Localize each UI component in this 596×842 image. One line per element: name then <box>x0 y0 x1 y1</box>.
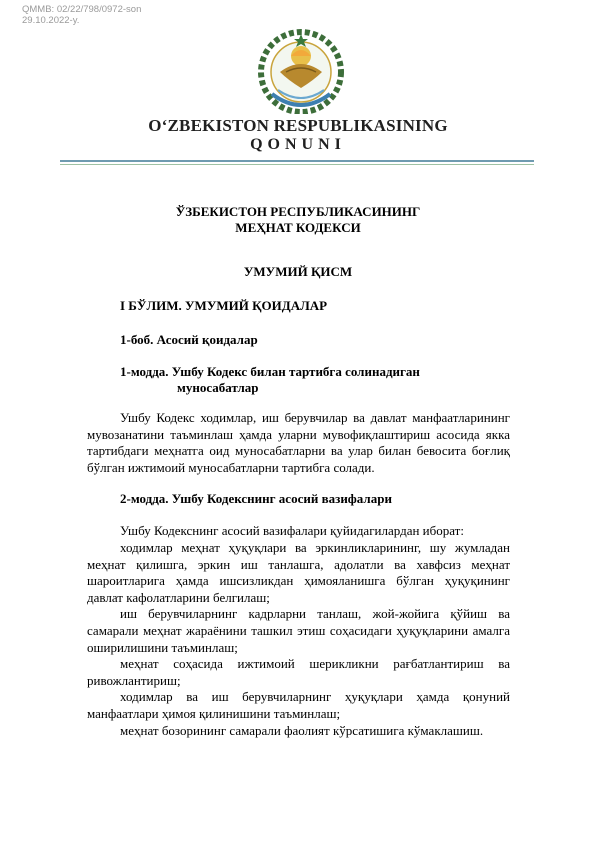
part-title: УМУМИЙ ҚИСМ <box>243 264 353 279</box>
article2-intro: Ушбу Кодекснинг асосий вазифалари қуйидагилардан иборат: <box>120 523 464 538</box>
list-item: меҳнат соҳасида ижтимоий шерикликни рағбатлантириш ва ривожлантириш; <box>87 656 510 688</box>
list-item: ходимлар ва иш берувчиларнинг ҳуқуқлари ҳамда қонуний манфаатлари ҳимоя қилинишини таъминлаш; <box>87 689 510 721</box>
code-title-line1: ЎЗБЕКИСТОН РЕСПУБЛИКАСИНИНГ <box>175 204 421 219</box>
code-title-line2: МЕҲНАТ КОДЕКСИ <box>235 220 361 235</box>
republic-heading: O‘ZBEKISTON RESPUBLIKASINING <box>148 116 448 135</box>
list-item: ходимлар меҳнат ҳуқуқлари ва эркинликларининг, шу жумладан меҳнат қилишга, эркин иш танлашга, адолатли ва хавфсиз меҳнат шароитларига ҳамда ишсизликдан ҳимояланишга бўлган ҳуқуқининг давлат кафолатларини белгилаш; <box>87 540 510 605</box>
law-heading: QONUNI <box>250 136 346 153</box>
list-item: меҳнат бозорининг самарали фаолият кўрсатишига кўмаклашиш. <box>120 722 484 738</box>
registration-stamp <box>22 4 141 26</box>
registration-date: 29.10.2022-y. <box>22 15 80 26</box>
header-divider <box>60 160 534 162</box>
article2-title: 2-модда. Ушбу Кодекснинг асосий вазифалари <box>120 491 392 506</box>
state-emblem-icon <box>258 28 344 114</box>
list-item: иш берувчиларнинг кадрларни танлаш, жой-жойига қўйиш ва самарали меҳнат жараёнини ташкил этиш соҳасидаги ҳуқуқларини амалга оширилишини таъминлаш; <box>87 606 510 655</box>
article1-title: 1-модда. Ушбу Кодекс билан тартибга солинадиган <box>120 364 420 379</box>
article1-title-cont: муносабатлар <box>177 380 259 395</box>
section-title: I БЎЛИМ. УМУМИЙ ҚОИДАЛАР <box>120 298 328 313</box>
chapter-title: 1-боб. Асосий қоидалар <box>120 332 258 347</box>
registration-number: QMMB: 02/22/798/0972-son <box>22 4 142 15</box>
header-divider-secondary <box>60 164 534 165</box>
article2-list <box>87 540 510 739</box>
article1-text: Ушбу Кодекс ходимлар, иш берувчилар ва давлат манфаатларининг мувозанатини таъминлаш ҳамда уларни мувофиқлаштириш асосида якка тартибдаги меҳнатга оид муносабатларни ва улар билан бевосита боғлиқ бўлган ижтимоий муносабатларни тартибга солади. <box>87 410 510 475</box>
